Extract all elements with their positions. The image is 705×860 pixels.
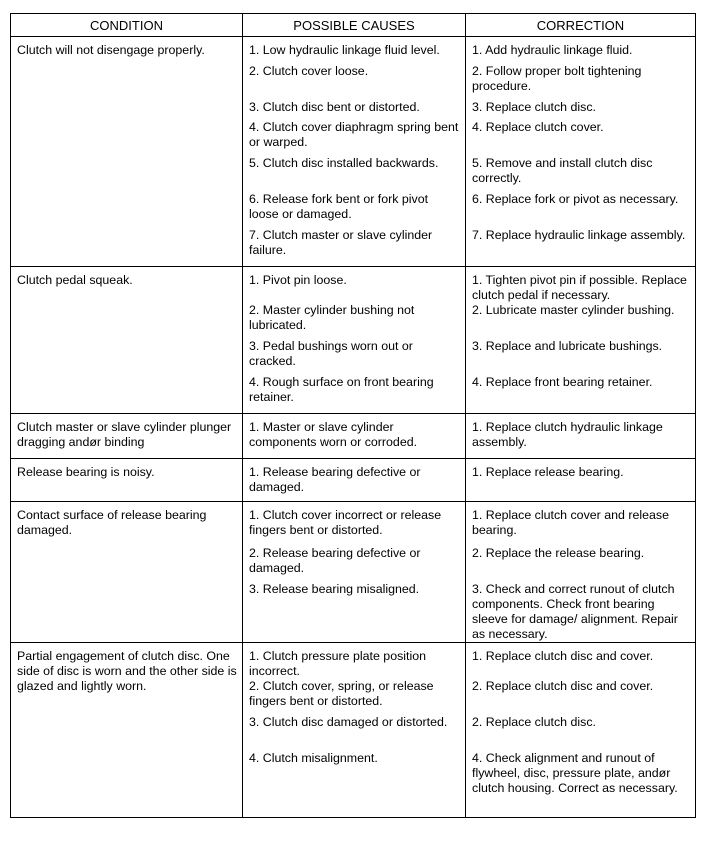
table-row bbox=[11, 37, 696, 65]
cause-text: 4. Clutch misalignment. bbox=[249, 751, 378, 765]
correction-cell bbox=[466, 100, 696, 120]
correction-text: 6. Replace fork or pivot as necessary. bbox=[472, 192, 679, 206]
cause-cell bbox=[243, 679, 466, 715]
header-condition: CONDITION bbox=[11, 14, 243, 37]
correction-cell bbox=[466, 156, 696, 192]
condition-cell: Clutch master or slave cylinder plunger dragging andør binding bbox=[11, 414, 243, 459]
correction-text: 3. Replace clutch disc. bbox=[472, 100, 596, 114]
correction-cell bbox=[466, 192, 696, 228]
correction-cell bbox=[466, 228, 696, 267]
table-row bbox=[11, 643, 696, 680]
cause-cell bbox=[243, 375, 466, 414]
cause-cell bbox=[243, 100, 466, 120]
correction-cell bbox=[466, 339, 696, 375]
cause-cell bbox=[243, 502, 466, 547]
cause-cell bbox=[243, 459, 466, 502]
cause-cell bbox=[243, 643, 466, 680]
cause-cell bbox=[243, 192, 466, 228]
cause-cell bbox=[243, 414, 466, 459]
table-row bbox=[11, 267, 696, 304]
header-correction: CORRECTION bbox=[466, 14, 696, 37]
table-row bbox=[11, 459, 696, 502]
cause-cell bbox=[243, 156, 466, 192]
correction-cell bbox=[466, 414, 696, 459]
header-row bbox=[11, 14, 696, 37]
correction-cell bbox=[466, 120, 696, 156]
correction-text: 5. Remove and install clutch disc correctly. bbox=[472, 156, 653, 185]
cause-cell bbox=[243, 339, 466, 375]
diagnosis-table bbox=[10, 13, 696, 818]
cause-cell bbox=[243, 582, 466, 643]
cause-text: 1. Release bearing defective or damaged. bbox=[249, 465, 421, 494]
cause-text: 1. Pivot pin loose. bbox=[249, 273, 347, 287]
cause-cell bbox=[243, 228, 466, 267]
correction-text: 4. Replace front bearing retainer. bbox=[472, 375, 653, 389]
correction-cell bbox=[466, 267, 696, 304]
cause-text: 2. Release bearing defective or damaged. bbox=[249, 546, 421, 575]
condition-cell: Clutch pedal squeak. bbox=[11, 267, 243, 414]
cause-text: 5. Clutch disc installed backwards. bbox=[249, 156, 439, 170]
correction-cell bbox=[466, 64, 696, 100]
table-body bbox=[11, 37, 696, 818]
correction-text: 1. Tighten pivot pin if possible. Replace clutch pedal if necessary. bbox=[472, 273, 687, 302]
condition-cell: Release bearing is noisy. bbox=[11, 459, 243, 502]
correction-text: 3. Check and correct runout of clutch components. Check front bearing sleeve for damage/ alignment. Repair as necessary. bbox=[472, 582, 678, 641]
cause-text: 6. Release fork bent or fork pivot loose or damaged. bbox=[249, 192, 429, 221]
cause-text: 3. Release bearing misaligned. bbox=[249, 582, 420, 596]
cause-cell bbox=[243, 120, 466, 156]
cause-cell bbox=[243, 751, 466, 818]
correction-text: 2. Lubricate master cylinder bushing. bbox=[472, 303, 675, 317]
correction-text: 1. Replace release bearing. bbox=[472, 465, 624, 479]
cause-text: 1. Clutch pressure plate position incorrect. bbox=[249, 649, 427, 678]
cause-cell bbox=[243, 64, 466, 100]
table-row bbox=[11, 502, 696, 547]
correction-text: 4. Replace clutch cover. bbox=[472, 120, 604, 134]
header-possible-causes: POSSIBLE CAUSES bbox=[243, 14, 466, 37]
correction-cell bbox=[466, 502, 696, 547]
correction-text: 2. Replace the release bearing. bbox=[472, 546, 645, 560]
cause-text: 7. Clutch master or slave cylinder failure. bbox=[249, 228, 433, 257]
cause-cell bbox=[243, 303, 466, 339]
correction-cell bbox=[466, 679, 696, 715]
table-row bbox=[11, 414, 696, 459]
correction-text: 2. Replace clutch disc and cover. bbox=[472, 679, 654, 693]
cause-text: 3. Pedal bushings worn out or cracked. bbox=[249, 339, 413, 368]
correction-cell bbox=[466, 546, 696, 582]
cause-cell bbox=[243, 715, 466, 751]
correction-text: 1. Replace clutch hydraulic linkage assembly. bbox=[472, 420, 663, 449]
correction-text: 2. Replace clutch disc. bbox=[472, 715, 596, 729]
correction-cell bbox=[466, 459, 696, 502]
correction-text: 3. Replace and lubricate bushings. bbox=[472, 339, 663, 353]
correction-text: 1. Replace clutch disc and cover. bbox=[472, 649, 654, 663]
cause-text: 3. Clutch disc damaged or distorted. bbox=[249, 715, 448, 729]
cause-text: 4. Rough surface on front bearing retainer. bbox=[249, 375, 434, 404]
cause-text: 1. Clutch cover incorrect or release fingers bent or distorted. bbox=[249, 508, 442, 537]
cause-text: 1. Low hydraulic linkage fluid level. bbox=[249, 43, 440, 57]
cause-cell bbox=[243, 546, 466, 582]
cause-text: 2. Master cylinder bushing not lubricated. bbox=[249, 303, 415, 332]
condition-cell: Contact surface of release bearing damaged. bbox=[11, 502, 243, 643]
condition-cell: Partial engagement of clutch disc. One side of disc is worn and the other side is glazed and lightly worn. bbox=[11, 643, 243, 818]
cause-cell bbox=[243, 37, 466, 65]
correction-text: 1. Replace clutch cover and release bearing. bbox=[472, 508, 669, 537]
correction-text: 7. Replace hydraulic linkage assembly. bbox=[472, 228, 686, 242]
condition-cell: Clutch will not disengage properly. bbox=[11, 37, 243, 267]
correction-text: 2. Follow proper bolt tightening procedure. bbox=[472, 64, 642, 93]
correction-cell bbox=[466, 37, 696, 65]
cause-text: 2. Clutch cover, spring, or release fingers bent or distorted. bbox=[249, 679, 434, 708]
correction-cell bbox=[466, 715, 696, 751]
correction-text: 1. Add hydraulic linkage fluid. bbox=[472, 43, 633, 57]
correction-cell bbox=[466, 303, 696, 339]
correction-text: 4. Check alignment and runout of flywheel, disc, pressure plate, andør clutch housing. Correct as necessary. bbox=[472, 751, 678, 795]
correction-cell bbox=[466, 375, 696, 414]
cause-text: 4. Clutch cover diaphragm spring bent or warped. bbox=[249, 120, 459, 149]
correction-cell bbox=[466, 643, 696, 680]
cause-text: 3. Clutch disc bent or distorted. bbox=[249, 100, 420, 114]
cause-text: 2. Clutch cover loose. bbox=[249, 64, 369, 78]
correction-cell bbox=[466, 751, 696, 818]
cause-cell bbox=[243, 267, 466, 304]
correction-cell bbox=[466, 582, 696, 643]
cause-text: 1. Master or slave cylinder components worn or corroded. bbox=[249, 420, 418, 449]
